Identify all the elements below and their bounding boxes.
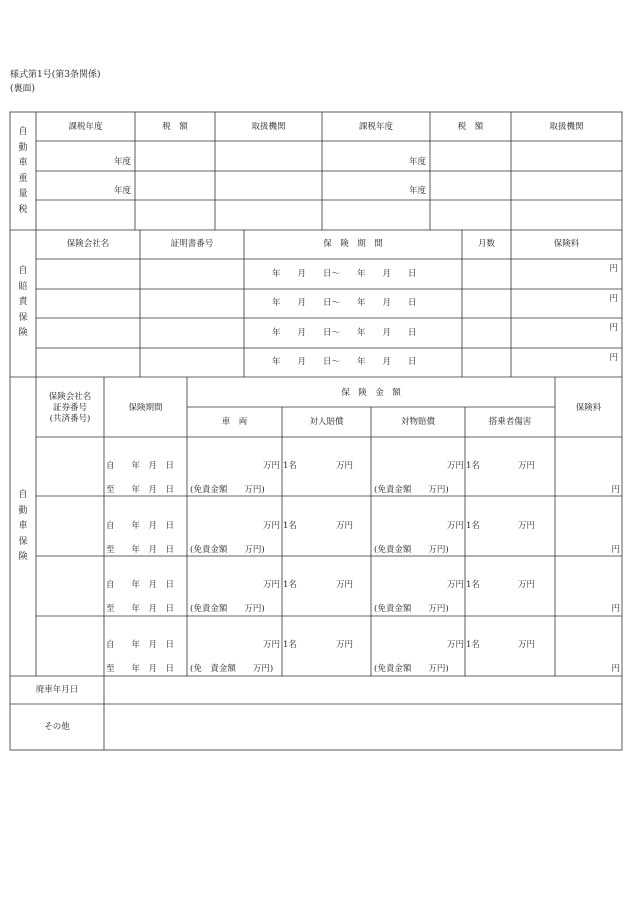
year-suffix: 年度 [408,186,426,196]
section-label-jibaiseki: 自賠責保険 [18,266,28,338]
header-taibutsu: 対物賠償 [400,417,435,427]
header-company-policy: 保険会社名 証券番号 (共済番号) [48,392,92,424]
man-yen: 万円 [518,461,536,471]
yen-unit: 円 [611,664,620,674]
one-person: 1名 [283,640,297,650]
menseki: (免責金額 万円) [374,545,449,555]
man-yen: 万円 [446,640,464,650]
year-suffix: 年度 [113,157,131,167]
sonota-label: その他 [44,722,70,732]
menseki: (免責金額 万円) [190,545,265,555]
man-yen: 万円 [262,580,280,590]
menseki: (免責金額 万円) [374,604,449,614]
header-tojosha: 搭乗者傷害 [488,417,532,427]
year-suffix: 年度 [113,186,131,196]
yen-unit: 円 [611,545,620,555]
header-zeigaku: 税 額 [162,122,188,132]
section-label-jidousha-hoken: 自動車保険 [18,490,28,562]
menseki: (免 責金額 万円) [190,664,274,674]
man-yen: 万円 [336,461,354,471]
from-date: 自 年 月 日 [106,640,175,650]
man-yen: 万円 [518,521,536,531]
header-hokenryo: 保険料 [553,239,580,249]
to-date: 至 年 月 日 [106,664,175,674]
header-hokenryo-3: 保険料 [575,403,602,413]
period-text: 年 月 日～ 年 月 日 [272,298,417,308]
yen-unit: 円 [609,353,618,363]
period-text: 年 月 日～ 年 月 日 [272,269,417,279]
man-yen: 万円 [262,461,280,471]
header-hoken-kaisha: 保険会社名 [66,239,110,249]
period-text: 年 月 日～ 年 月 日 [272,357,417,367]
man-yen: 万円 [262,640,280,650]
one-person: 1名 [283,580,297,590]
one-person: 1名 [466,461,480,471]
man-yen: 万円 [336,521,354,531]
header-tsukisu: 月数 [477,239,495,249]
section-label-jidousha-juryozei: 自動車重量税 [18,127,28,215]
yen-unit: 円 [611,485,620,495]
man-yen: 万円 [336,580,354,590]
yen-unit: 円 [611,604,620,614]
yen-unit: 円 [609,323,618,333]
one-person: 1名 [283,461,297,471]
from-date: 自 年 月 日 [106,521,175,531]
header-toriatsukai-2: 取扱機関 [549,122,584,132]
from-date: 自 年 月 日 [106,580,175,590]
haisha-label: 廃車年月日 [35,685,79,695]
man-yen: 万円 [446,521,464,531]
form-number: 様式第1号(第3条関係) [10,70,101,80]
year-suffix: 年度 [408,157,426,167]
man-yen: 万円 [518,580,536,590]
man-yen: 万円 [336,640,354,650]
header-hoken-kikan: 保 険 期 間 [323,239,383,249]
header-kazei-nendo: 課税年度 [68,122,103,132]
menseki: (免責金額 万円) [374,664,449,674]
reverse-side-label: (裏面) [10,84,36,94]
header-sharyo: 車 両 [221,417,248,427]
header-hoken-kingaku: 保 険 金 額 [341,388,401,398]
header-zeigaku-2: 税 額 [457,122,484,132]
one-person: 1名 [466,580,480,590]
menseki: (免責金額 万円) [190,604,265,614]
man-yen: 万円 [518,640,536,650]
one-person: 1名 [466,521,480,531]
man-yen: 万円 [446,580,464,590]
yen-unit: 円 [609,264,618,274]
yen-unit: 円 [609,294,618,304]
to-date: 至 年 月 日 [106,604,175,614]
one-person: 1名 [283,521,297,531]
man-yen: 万円 [262,521,280,531]
header-toriatsukai: 取扱機関 [251,122,286,132]
header-hoken-kikan-3: 保険期間 [128,403,163,413]
man-yen: 万円 [446,461,464,471]
header-shomeisho-bango: 証明書番号 [170,239,214,249]
period-text: 年 月 日～ 年 月 日 [272,328,417,338]
one-person: 1名 [466,640,480,650]
menseki: (免責金額 万円) [374,485,449,495]
header-kazei-nendo-2: 課税年度 [358,122,393,132]
to-date: 至 年 月 日 [106,485,175,495]
header-taijin: 対人賠償 [309,417,344,427]
to-date: 至 年 月 日 [106,545,175,555]
menseki: (免責金額 万円) [190,485,265,495]
from-date: 自 年 月 日 [106,461,175,471]
